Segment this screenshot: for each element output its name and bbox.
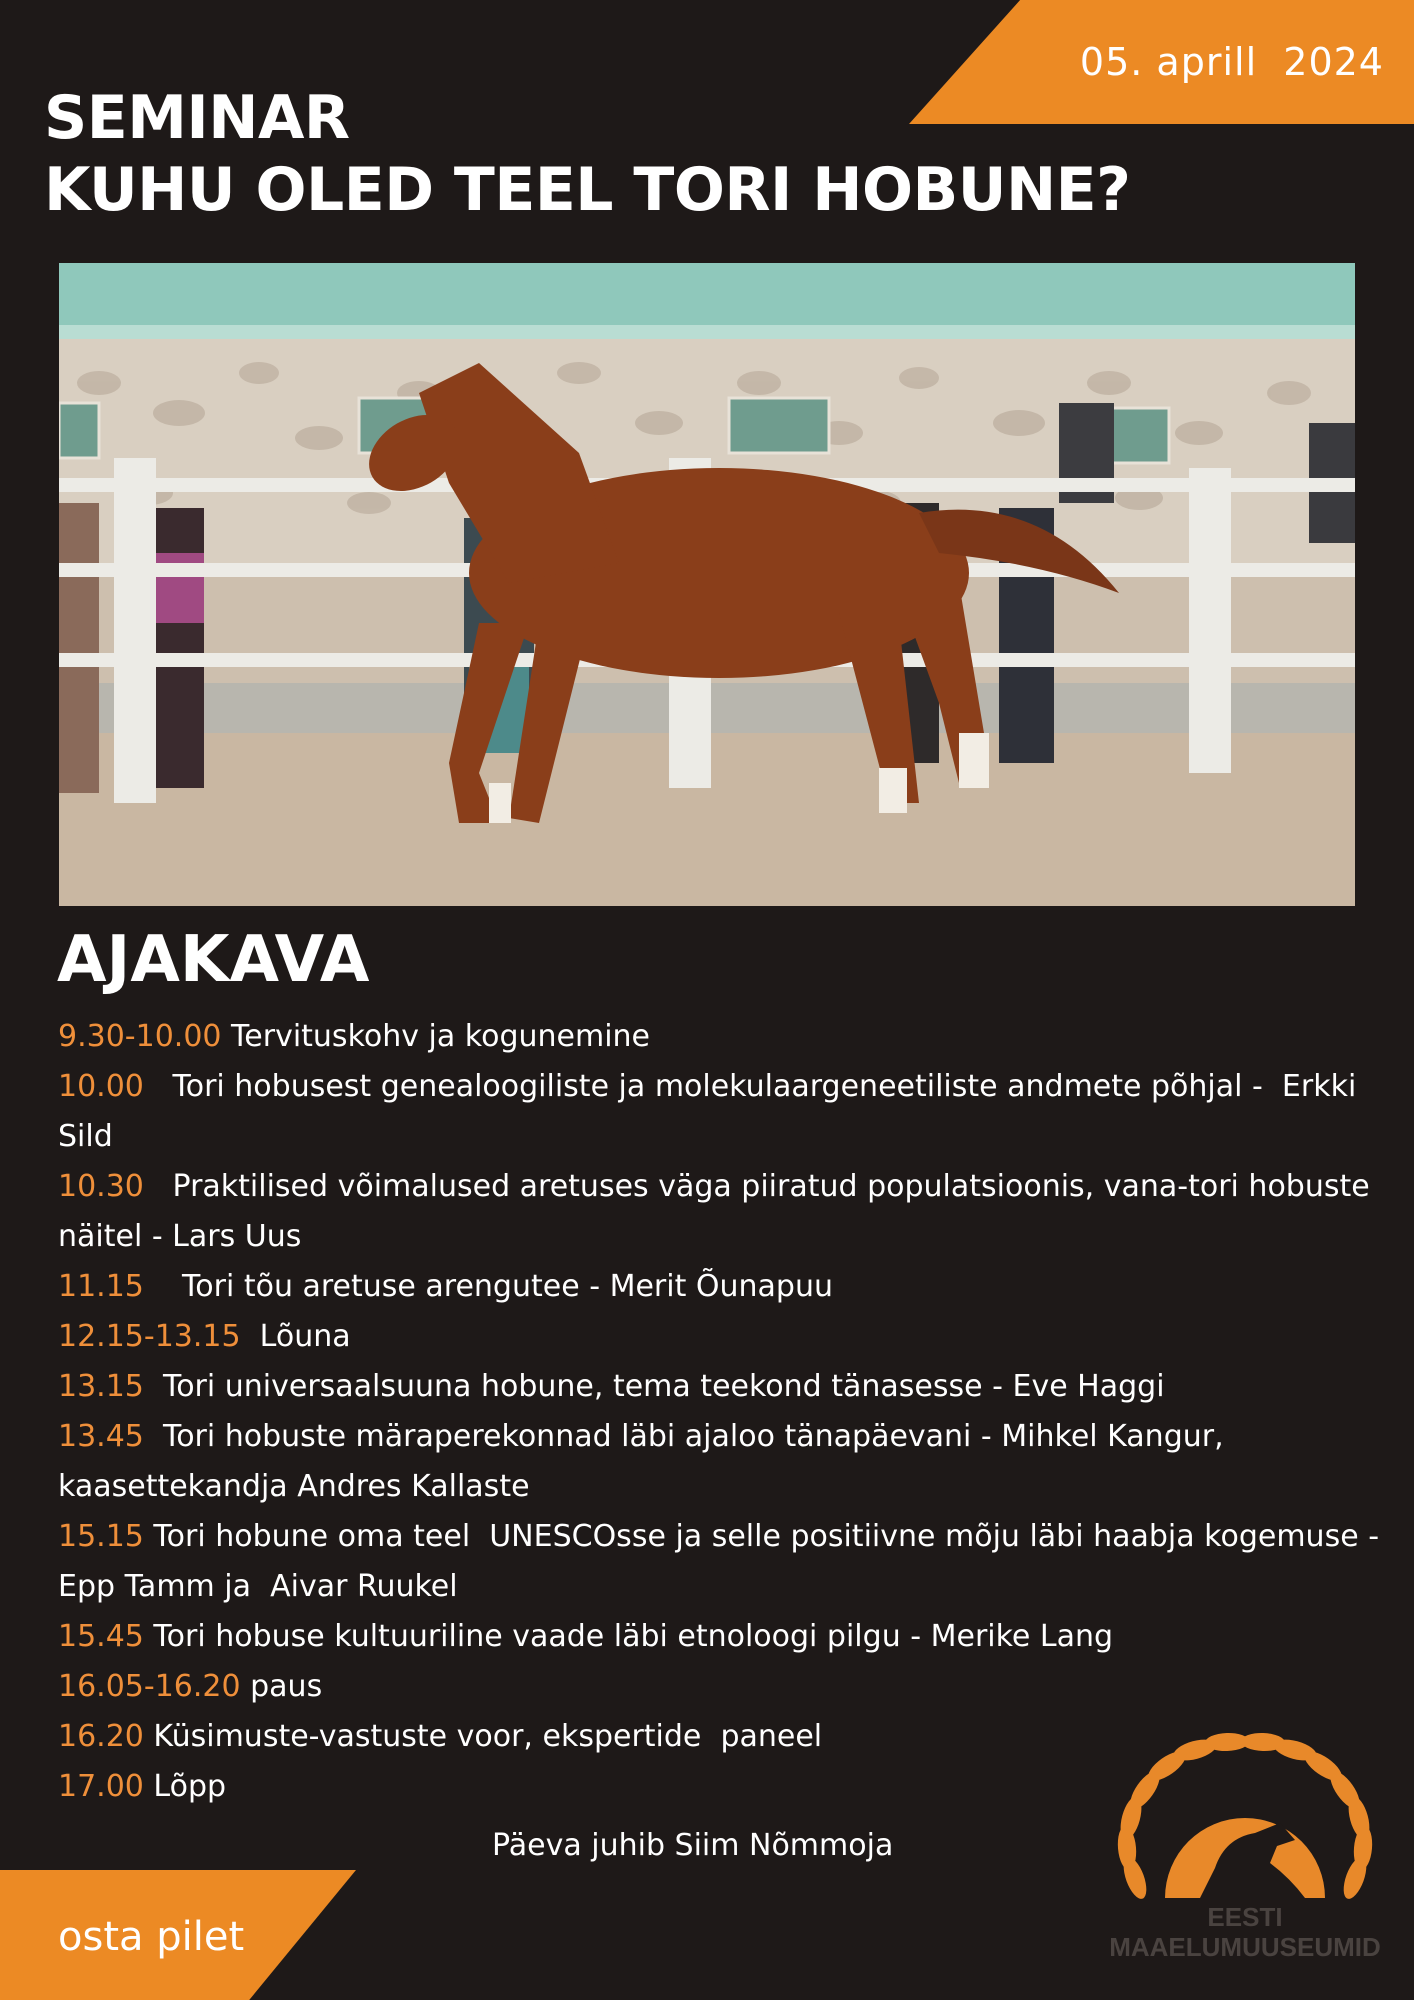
schedule-text: Tori hobuste märaperekonnad läbi ajaloo tänapäevani - Mihkel Kangur, kaasettekandja Andres Kallaste: [58, 1419, 1234, 1504]
schedule-list: [58, 1012, 1398, 1812]
schedule-item: [58, 1312, 1398, 1362]
schedule-time: 13.15: [58, 1369, 144, 1404]
schedule-time: 15.15: [58, 1519, 144, 1554]
schedule-text: Tori hobune oma teel UNESCOsse ja selle positiivne mõju läbi haabja kogemuse - Epp Tamm ja Aivar Ruukel: [58, 1519, 1389, 1604]
schedule-heading: AJAKAVA: [57, 923, 370, 997]
schedule-item: [58, 1662, 1398, 1712]
title-line-2: KUHU OLED TEEL TORI HOBUNE?: [44, 155, 1131, 225]
schedule-time: 16.20: [58, 1719, 144, 1754]
schedule-time: 13.45: [58, 1419, 144, 1454]
schedule-time: 17.00: [58, 1769, 144, 1804]
logo-line-2: MAAELUMUUSEUMID: [1109, 1932, 1381, 1962]
schedule-item: [58, 1612, 1398, 1662]
schedule-text: Lõuna: [240, 1319, 351, 1354]
museum-logo-text: [1105, 1902, 1385, 1962]
event-date: 05. aprill 2024: [1079, 40, 1384, 84]
schedule-time: 10.00: [58, 1069, 144, 1104]
schedule-item: [58, 1412, 1398, 1512]
schedule-text: Tori hobuse kultuuriline vaade läbi etnoloogi pilgu - Merike Lang: [143, 1619, 1114, 1654]
schedule-item: [58, 1262, 1398, 1312]
schedule-item: [58, 1012, 1398, 1062]
buy-ticket-label[interactable]: osta pilet: [58, 1914, 245, 1960]
title-line-1: SEMINAR: [44, 83, 350, 153]
schedule-text: Tori tõu aretuse arengutee - Merit Õunapuu: [143, 1269, 833, 1304]
schedule-text: paus: [240, 1669, 323, 1704]
schedule-time: 11.15: [58, 1269, 144, 1304]
schedule-text: Praktilised võimalused aretuses väga piiratud populatsioonis, vana-tori hobuste näitel - Lars Uus: [58, 1169, 1380, 1254]
schedule-item: [58, 1062, 1398, 1162]
schedule-item: [58, 1162, 1398, 1262]
horse-photo: [59, 263, 1355, 906]
schedule-time: 15.45: [58, 1619, 144, 1654]
schedule-text: Tervituskohv ja kogunemine: [221, 1019, 650, 1054]
schedule-text: Küsimuste-vastuste voor, ekspertide paneel: [143, 1719, 823, 1754]
host-credit: Päeva juhib Siim Nõmmoja: [492, 1828, 894, 1863]
schedule-text: Lõpp: [143, 1769, 227, 1804]
schedule-time: 16.05-16.20: [58, 1669, 241, 1704]
schedule-time: 10.30: [58, 1169, 144, 1204]
schedule-text: Tori universaalsuuna hobune, tema teekond tänasesse - Eve Haggi: [143, 1369, 1165, 1404]
schedule-time: 12.15-13.15: [58, 1319, 241, 1354]
schedule-item: [58, 1362, 1398, 1412]
logo-line-1: EESTI: [1207, 1902, 1283, 1932]
schedule-time: 9.30-10.00: [58, 1019, 222, 1054]
schedule-text: Tori hobusest genealoogiliste ja molekulaargeneetiliste andmete põhjal - Erkki Sild: [58, 1069, 1366, 1154]
schedule-item: [58, 1512, 1398, 1612]
page-title: [44, 82, 1130, 226]
